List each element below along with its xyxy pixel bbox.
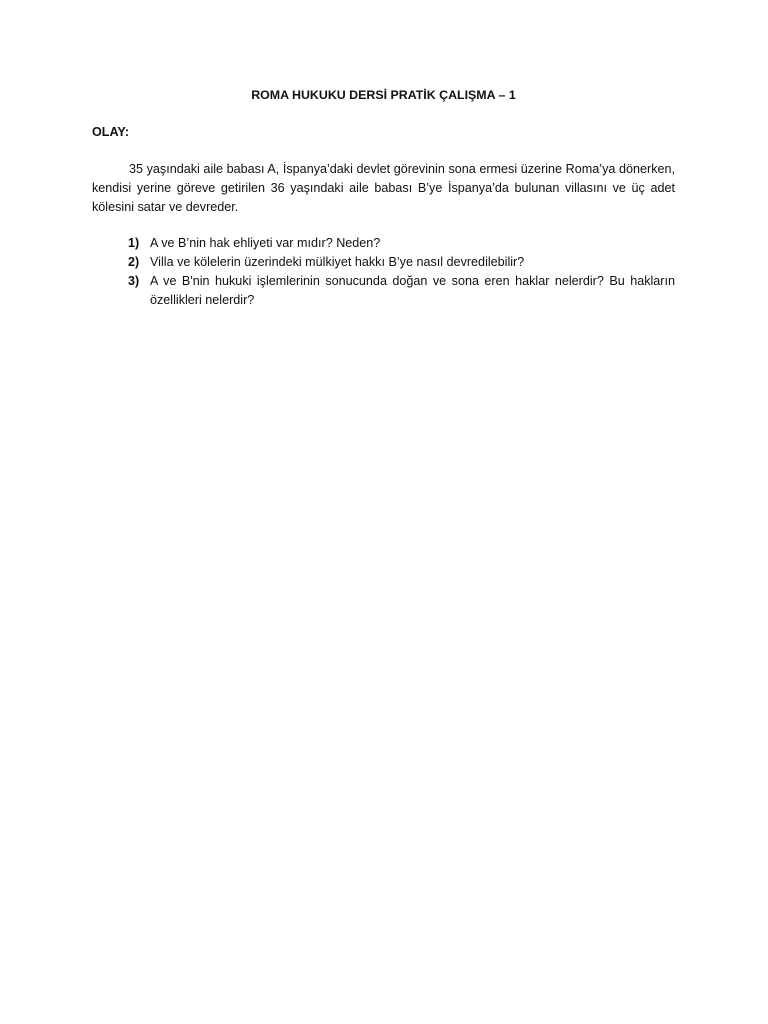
document-title: ROMA HUKUKU DERSİ PRATİK ÇALIŞMA – 1 xyxy=(251,88,516,102)
case-paragraph: 35 yaşındaki aile babası A, İspanya’daki devlet görevinin sona ermesi üzerine Roma’ya dönerken, kendisi yerine göreve getirilen 36 yaşındaki aile babası B’ye İspanya’da bulunan villasını ve üç adet kölesini satar ve devreder. xyxy=(92,162,675,214)
question-item xyxy=(92,272,675,310)
question-list xyxy=(92,234,675,310)
question-item xyxy=(92,253,675,272)
question-number: 1) xyxy=(128,236,140,250)
section-label-olay: OLAY: xyxy=(92,125,130,139)
question-number: 3) xyxy=(128,274,140,288)
question-text: Villa ve kölelerin üzerindeki mülkiyet hakkı B’ye nasıl devredilebilir? xyxy=(150,255,525,269)
question-text: A ve B'nin hukuki işlemlerinin sonucunda doğan ve sona eren haklar nelerdir? Bu hakların özellikleri nelerdir? xyxy=(150,274,675,307)
question-number: 2) xyxy=(128,255,140,269)
question-text: A ve B’nin hak ehliyeti var mıdır? Neden? xyxy=(150,236,381,250)
document-body xyxy=(92,86,675,310)
question-item xyxy=(92,234,675,253)
